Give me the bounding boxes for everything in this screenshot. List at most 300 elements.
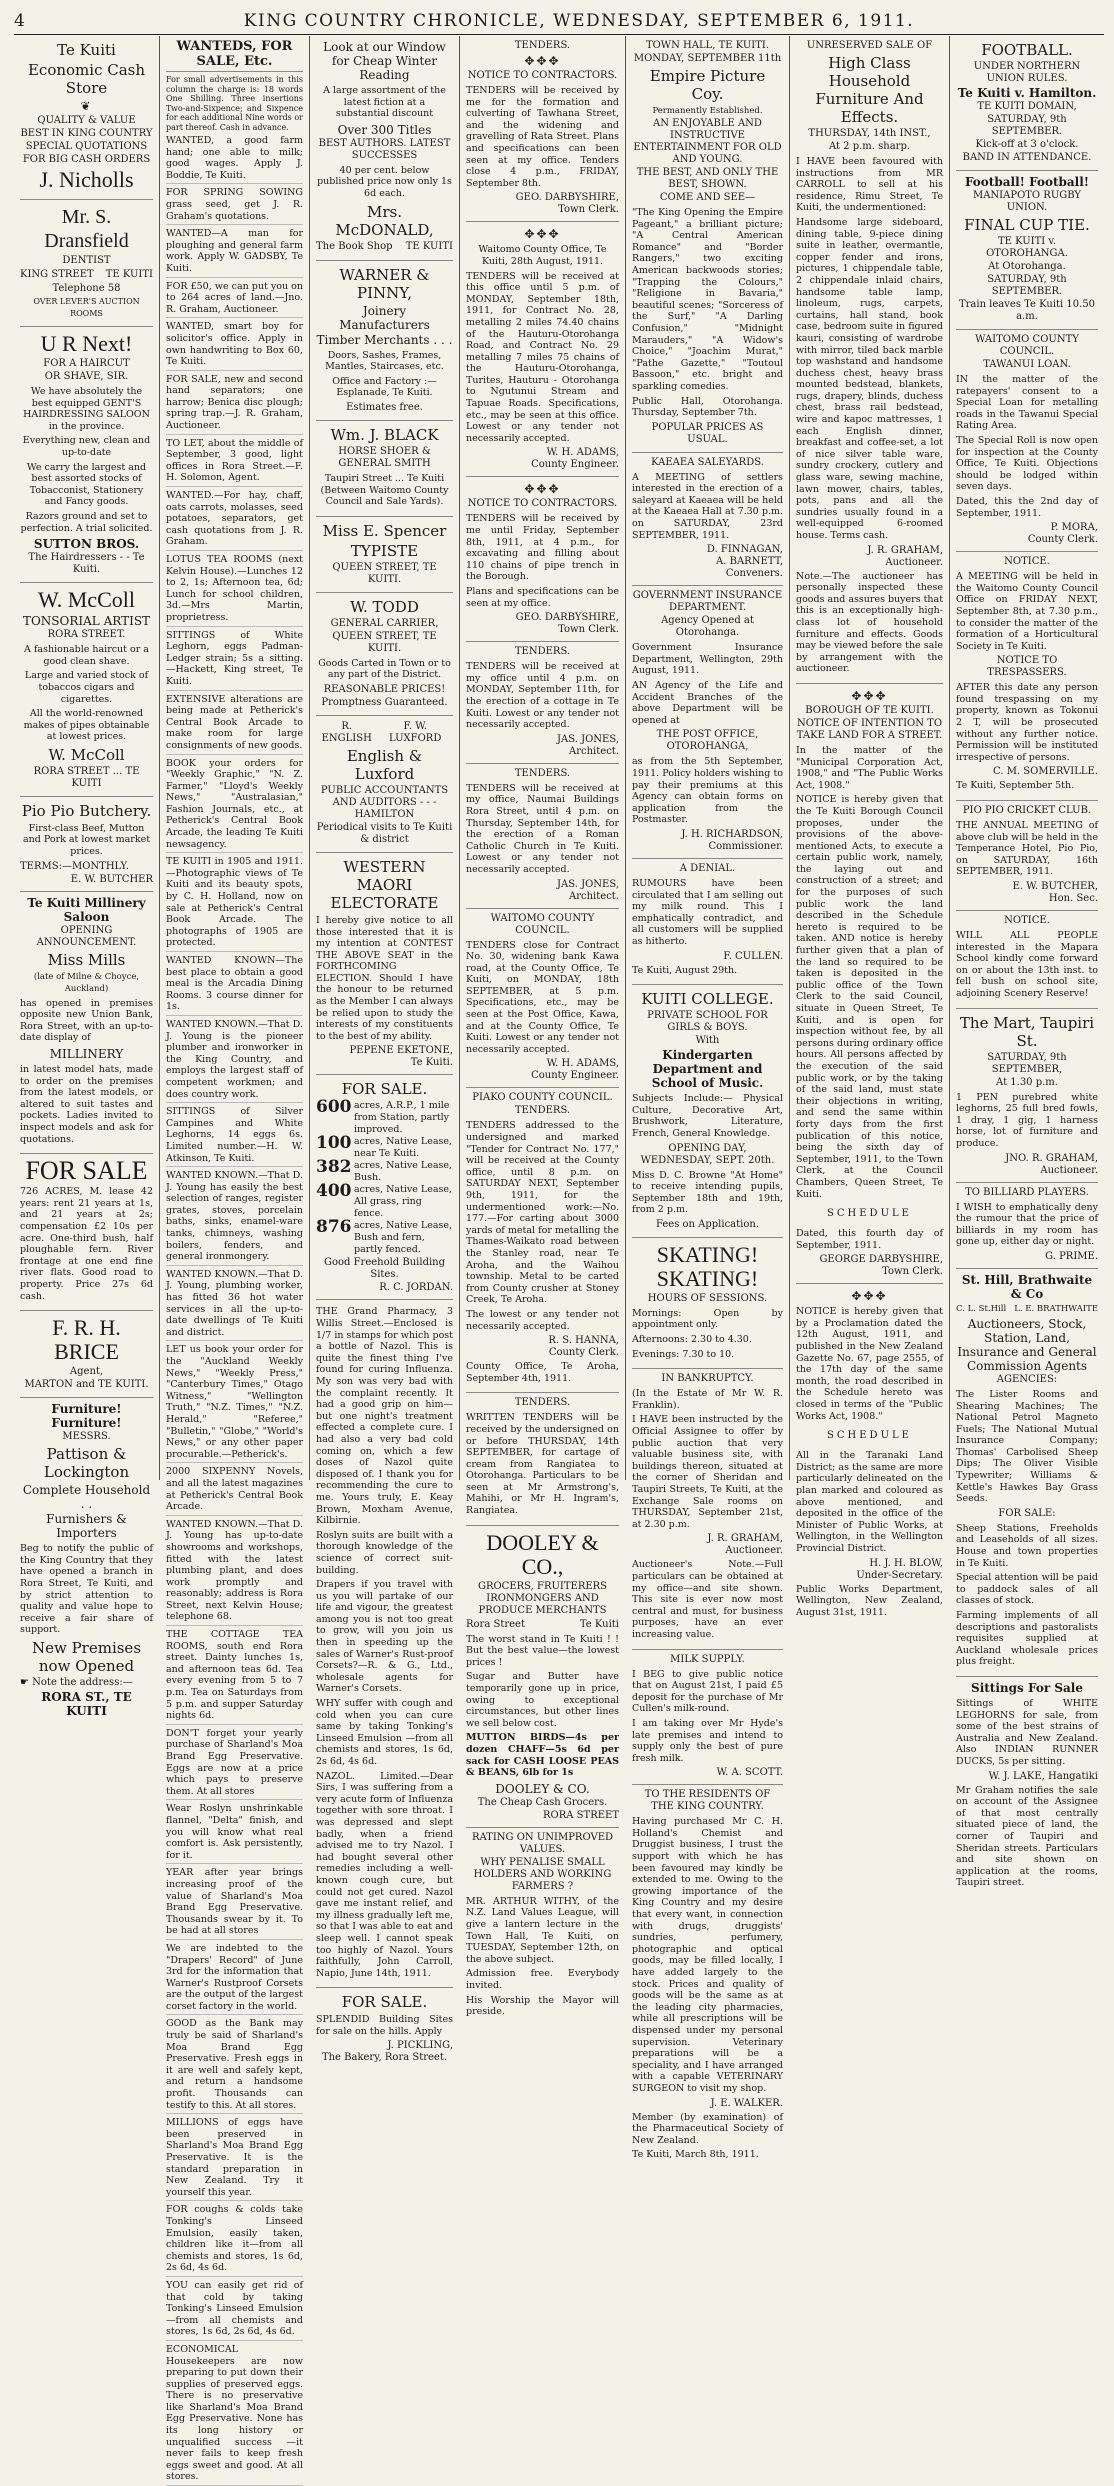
domain: TE KUITI DOMAIN, <box>977 101 1077 112</box>
ornament-icon: ❦ <box>80 99 93 113</box>
skating-title: SKATING! SKATING! <box>656 1241 759 1291</box>
wanted-ad: MILLIONS of eggs have been preserved in Sharland's Moa Brand Egg Preservative. It is the standard preparation in New Zealand. Try it yourself this year. <box>166 2117 303 2201</box>
sugar-text: Sugar and Butter have temporarily gone up in price, owing to exceptional circumstances, but other lines we sell below cost. <box>466 1671 619 1729</box>
millinery-title: Te Kuiti Millinery Saloon <box>27 895 146 924</box>
tender-7b: The lowest or any tender not necessarily accepted. <box>466 1308 619 1332</box>
why-head: WHY PENALISE SMALL HOLDERS AND WORKING FARMERS ? <box>473 1856 612 1892</box>
cheap-grocers: The Cheap Cash Grocers. <box>477 1796 608 1808</box>
sittings-title: Sittings For Sale <box>971 1680 1083 1695</box>
tender-5: TENDERS will be received at my office, Naumai Buildings Rora Street, until 4 p.m. on Thursday, September 14th, for the erection of a Roman Catholic Church in Te Kuiti. Lowest or any tender not necessarily accepted. <box>466 782 619 875</box>
unreserved: UNRESERVED SALE OF <box>806 40 933 51</box>
pickling: J. PICKLING, <box>387 2040 453 2052</box>
column-5 <box>626 36 790 2161</box>
lot-acres: 876 <box>316 1217 352 1238</box>
hours-head: HOURS OF SESSIONS. <box>647 1292 768 1304</box>
window-title: Look at our Window for Cheap Winter Reading <box>323 40 446 82</box>
wanted-ad: GOOD as the Bank may truly be said of Sharland's Moa Brand Egg Preservative. Fresh eggs in it are well and safely kept, and return a handsome profit. Thousands can testify to this. At all stores. <box>166 2018 303 2114</box>
estate-text: (In the Estate of Mr W. R. Franklin). <box>632 1388 783 1411</box>
lot-row <box>316 1181 453 1220</box>
carrier: GENERAL CARRIER, <box>330 617 439 629</box>
withy-text: MR. ARTHUR WITHY, of the N.Z. Land Values League, will give a lantern lecture in the Town Hall, Te Kuiti, on TUESDAY, September 12th, on the above subject. <box>466 1895 619 1965</box>
pepene: PEPENE EKETONE, <box>349 1045 453 1057</box>
fashionable-text: A fashionable haircut or a good clean shave. <box>24 644 149 667</box>
horticultural-text: A MEETING will be held in the Waitomo County Council Office on FRIDAY NEXT, September 8th, at 7.30 p.m., to consider the matter of the formation of a Horticultural Society in Te Kuiti. <box>956 571 1098 652</box>
football-title-2: Football! Football! <box>964 175 1090 189</box>
waitomo-head: WAITOMO COUNTY COUNCIL. <box>490 912 595 936</box>
rora-street-3: RORA STREET <box>543 1809 619 1821</box>
borough-head: BOROUGH OF TE KUITI. <box>805 704 934 716</box>
sutton-bros: SUTTON BROS. <box>33 537 140 552</box>
note-address: Note the address:— <box>32 1676 133 1688</box>
periodical: Periodical visits to Te Kuiti & district <box>316 821 453 845</box>
splendid-text: SPLENDID Building Sites for sale on the hills. Apply <box>316 2014 453 2037</box>
tender-3-sign: GEO. DARBYSHIRE, <box>515 612 619 624</box>
gents-text: We have absolutely the best equipped GENT'S HAIRDRESSING SALOON in the province. <box>23 386 150 432</box>
saturday-3: SATURDAY, 9th SEPTEMBER, <box>987 1051 1067 1075</box>
auctioneer-2: Auctioneer. <box>885 556 943 568</box>
over-titles: Over 300 Titles <box>337 122 432 137</box>
tender-1-role: Town Clerk. <box>558 204 619 216</box>
saturday-2: SATURDAY, 9th SEPTEMBER. <box>987 274 1067 297</box>
wanted-ads-list <box>166 135 303 2486</box>
wanted-ad: We are indebted to the "Drapers' Record" of June 3rd for the information that Warner's Rustproof Corsets are the output of the largest corset factory in the world. <box>166 1943 303 2016</box>
tonsorial: TONSORIAL ARTIST <box>22 614 151 629</box>
pepene-place: Te Kuiti. <box>410 1057 453 1069</box>
wanted-ad: WANTED, smart boy for solicitor's office. Apply in own handwriting to Box 60, Te Kuiti. <box>166 321 303 370</box>
tender-1-sign: GEO. DARBYSHIRE, <box>515 192 619 204</box>
march-date: Te Kuiti, March 8th, 1911. <box>632 2149 759 2161</box>
sites: Good Freehold Building Sites. <box>323 1257 446 1281</box>
hyde-text: I am taking over Mr Hyde's late premises and intend to supply only the best of pure fresh milk. <box>632 1717 783 1764</box>
masthead <box>14 8 1104 35</box>
maori-notice: I hereby give notice to all those interested that it is my intention at CONTEST THE ABOVE SEAT in the FORTHCOMING ELECTION. Should I have the honour to be returned as the Member I can always be relied upon to study the interests of my constituents to the best of my ability. <box>316 914 453 1042</box>
reasonable: REASONABLE PRICES! <box>323 683 446 695</box>
nazol-text: NAZOL. Limited.—Dear Sirs, I was suffering from a very acute form of Influenza together with sore throat. I was depressed and slept badly, when a friend advised me to try Nazol. I had bought several other remedies including a well-known cough cure, but could not get cured. Nazol gave me instant relief, and my illness gradually left me, so that I was able to eat and sleep well. I cannot speak too highly of Nazol. Yours faithfully, John Carroll, Napio, June 14th, 1911. <box>316 1770 453 1979</box>
slogan-2: BEST IN KING COUNTRY <box>20 128 153 139</box>
holland-text: Having purchased Mr C. H. Holland's Chemist and Druggist business, I trust the support with which he has been favoured may kindly be extended to me. Owing to the growing importance of the King Country and my desire that every want, in connection with drugs, druggists' sundries, perfumery, photographic and optical goods, may be filled locally, I have added largely to the stock. Prices and quality of goods will be the same as at the leading city pharmacies, while all prescriptions will be dispensed under my personal supervision. Veterinary preparations will be a speciality, and I have arranged with a capable VETERINARY SURGEON to visit my shop. <box>632 1816 783 2094</box>
furniture-title: Furniture! Furniture! <box>51 1402 122 1431</box>
denial-head: A DENIAL. <box>679 862 736 874</box>
tender-7-role: County Clerk. <box>548 1347 619 1359</box>
wanted-ad: FOR £50, we can put you on to 264 acres of land.—Jno. R. Graham, Auctioneer. <box>166 281 303 319</box>
lot-acres: 100 <box>316 1133 352 1154</box>
mayor-text: His Worship the Mayor will preside. <box>466 1994 619 2018</box>
address: RORA ST., TE KUITI <box>41 1689 132 1718</box>
note-address-row <box>20 1677 153 1689</box>
queen-street: QUEEN STREET, TE KUITI. <box>332 561 437 585</box>
marton: MARTON and TE KUITI. <box>24 1379 149 1391</box>
tawanui: TAWANUI LOAN. <box>983 359 1071 370</box>
wanted-ad: LOTUS TEA ROOMS (next Kelvin House).—Lunches 12 to 2, 1s; Afternoon tea, 6d; Lunch for school children, 3d.—Mrs Martin, proprietress. <box>166 554 303 627</box>
terms: TERMS:—MONTHLY. <box>20 860 130 872</box>
subjects-text: Subjects Include:— Physical Culture, Decorative Art, Brushwork, Literature, French, General Knowledge. <box>632 1093 783 1139</box>
tenders-head-3: TENDERS. <box>514 767 571 779</box>
wanted-ad: YEAR after year brings increasing proof of the value of Sharland's Moa Brand Egg Preservative. Thousands swear by it. To be had at all stores <box>166 1867 303 1940</box>
lots-list <box>316 1097 453 1256</box>
maori-title: WESTERN MAORI ELECTORATE <box>330 857 439 912</box>
agencies-head: AGENCIES: <box>996 1373 1058 1385</box>
column-6 <box>790 36 950 1618</box>
monday: MONDAY, SEPTEMBER 11th <box>633 53 782 64</box>
bankruptcy-head: IN BANKRUPTCY. <box>661 1373 754 1385</box>
wanted-ad: YOU can easily get rid of that cold by taking Tonking's Linseed Emulsion—from all chemists and stores, 1s 6d, 2s 6d, 4s 6d. <box>166 2280 303 2341</box>
pointing-hand-icon: ☛ <box>20 1676 33 1688</box>
tenders-head-1: TENDERS. <box>514 40 571 51</box>
nicholls-title: J. Nicholls <box>39 167 134 192</box>
tender-2-sign: W. H. ADAMS, <box>546 447 619 459</box>
agency-text: AN Agency of the Life and Accident Branches of the above Department will be opened at <box>632 680 783 726</box>
graham: J. R. GRAHAM, <box>707 1533 783 1545</box>
admission-text: Admission free. Everybody invited. <box>466 1968 619 1991</box>
best-shown: THE BEST, AND ONLY THE BEST, SHOWN. <box>636 167 779 190</box>
somerville-date: Te Kuiti, September 5th. <box>956 780 1075 792</box>
queen-street-2: QUEEN STREET, TE KUITI. <box>332 630 437 654</box>
conveners: Conveners. <box>725 568 783 580</box>
quotations-1: SPECIAL QUOTATIONS <box>25 141 148 152</box>
wanted-ad: WANTED KNOWN.—That D. J. Young has easily the best selection of ranges, register grates, stoves, porcelain baths, sinks, enamel-ware tanks, chimneys, washing boilers, fenders, and general ironmongery. <box>166 1170 303 1266</box>
tender-4-sign: JAS. JONES, <box>556 733 619 745</box>
tender-2-head: Waitomo County Office, Te Kuiti, 28th August, 1911. <box>478 244 607 267</box>
tender-6: TENDERS close for Contract No. 30, widening bank Kawa road, at the County Office, Te Kuiti, on MONDAY, 18th SEPTEMBER, at 5 p.m. Specifications, etc., may be seen at the Post Office, Kawa, and at the County Office, Te Kuiti. Lowest or any tender not necessarily accepted. <box>466 939 619 1055</box>
gov-date: Government Insurance Department, Wellington, 29th August, 1911. <box>632 642 783 677</box>
roslyn-text: Roslyn suits are built with a thorough knowledge of the science of correct suit-building. <box>316 1529 453 1576</box>
auct-note: Auctioneer's Note.—Full particulars can be obtained at my office—and site shown. This site is ever now most central and must, for business purposes, have an ever increasing value. <box>632 1559 783 1640</box>
scott: W. A. SCOTT. <box>716 1767 783 1779</box>
wanted-ad: SITTINGS of Silver Campines and White Leghorns, 14 eggs 6s. Limited number.—H. W. Atkinson, Te Kuiti. <box>166 1106 303 1167</box>
programme-text: "The King Opening the Empire Pageant," a brilliant picture; "A Central American Romance" and "Border Rangers," two exciting American backwoods stories; "Trapping the Colours," "Religione in Bavaria," beautiful scenes; "Sorceress of the Surf," "A Darling Confusion," "Midnight Marauders," "A Widow's Choice," "Joachim Murat," "Pathe Gazette," "Toutoul Bassoon," etc. bright and sparkling comedies. <box>632 207 783 392</box>
pen-text: 1 PEN purebred white leghorns, 25 full bred fowls, 1 dray, 1 gig, 1 harness horse, lot of furniture and produce. <box>956 1091 1098 1149</box>
ornament-icon: ✥✥✥ <box>851 1289 888 1304</box>
horse-shoer: HORSE SHOER & GENERAL SMITH <box>338 445 431 469</box>
post-office: THE POST OFFICE, OTOROHANGA, <box>656 729 759 753</box>
goods-text: Goods Carted in Town or to any part of the District. <box>318 657 451 681</box>
column-1 <box>14 36 160 1718</box>
morning-hours: Mornings: Open by appointment only. <box>632 1307 783 1331</box>
authors: BEST AUTHORS. LATEST SUCCESSES <box>318 137 451 161</box>
lot-description: acres, Native Lease, near Te Kuiti. <box>354 1136 453 1160</box>
wanted-ad: LET us book your order for the "Auckland Weekly News," "Weekly Press," "Canterbury Times," Otago Witness," "Wellington Truth," "N.Z. Times," "N.Z. Herald," "Referee," "Bulletin," "Globe," "World's News," or any other paper procurable.—Petherick's. <box>166 1344 303 1463</box>
town-clerk: Town Clerk. <box>882 1266 943 1278</box>
wanted-ad: EXTENSIVE alterations are being made at Petherick's Central Book Arcade to make room for large consignments of new goods. <box>166 694 303 755</box>
agency: Agency Opened at Otorohanga. <box>661 615 754 639</box>
column-3 <box>310 36 460 2064</box>
thursday: THURSDAY, 14th INST., <box>808 128 931 139</box>
ornament-icon: ✥✥✥ <box>524 227 561 242</box>
tender-6-role: County Engineer. <box>531 1070 619 1082</box>
commissioner: Commissioner. <box>708 840 783 852</box>
wanted-ad: DON'T forget your yearly purchase of Sharland's Moa Brand Egg Preservative. Eggs are now at a price which pays to preserve them. At all stores <box>166 1728 303 1801</box>
warner-title: WARNER & PINNY, <box>339 265 430 302</box>
mills-text-2: in latest model hats, made to order on the premises from the latest models, or altered to suit tastes and pockets. Ladies invited to inspect models and ask for quotations. <box>20 1064 153 1145</box>
walker: J. E. WALKER. <box>710 2097 783 2109</box>
cash-store-title-2: Economic Cash Store <box>27 61 146 97</box>
wanted-ad: WANTED.—For hay, chaff, oats carrots, molasses, seed potatoes, separators, get cash quotations from J. R. Graham. <box>166 490 303 551</box>
kickoff: Kick-off at 3 o'clock. <box>975 139 1079 150</box>
rating-head: RATING ON UNIMPROVED VALUES. <box>471 1831 614 1855</box>
accountants: PUBLIC ACCOUNTANTS AND AUDITORS - - - HAMILTON <box>320 784 449 820</box>
richardson: J. H. RICHARDSON, <box>681 828 783 840</box>
telephone: Telephone 58 <box>52 283 121 294</box>
partner-brathwaite: L. E. BRATHWAITE <box>1014 1303 1098 1314</box>
kaeaea-head: KAEAEA SALEYARDS. <box>651 456 764 468</box>
beg-text: Beg to notify the public of the King Country that they have opened a branch in Rora Street, Te Kuiti, and by strict attention to quality and value hope to receive a fair share of support. <box>20 1543 153 1636</box>
tender-2: TENDERS will be received at this office until 5 p.m. of MONDAY, September 18th, 1911, for Contract No. 28, metalling 2 miles 74.40 chains of the Hauturu-Otorohanga Road, and Contract No. 29 metalling 7 miles 75 chains of the Hauturu-Otorohanga, Turites, Hauturu - Otorohanga to Ngutunui Stream and Tapuae Roads. Specifications, etc., may be seen at this office. Lowest or any tender not necessarily accepted. <box>466 270 619 444</box>
somerville: C. M. SOMERVILLE. <box>993 766 1098 778</box>
drapers-text: Drapers if you travel with us you will partake of our life and vigour, the greatest among you is not too great to grow, will you join us then in speeding up the sales of Warner's Rust-proof Corsets?—R. & G., Ltd., wholesale agents for Warner's Corsets. <box>316 1579 453 1695</box>
college-title: KUITI COLLEGE. <box>641 990 774 1009</box>
office-text: Office and Factory :—Esplanade, Te Kuiti. <box>332 375 437 399</box>
popular-prices: POPULAR PRICES AS USUAL. <box>651 421 764 445</box>
items-text: Handsome large sideboard, dining table, 9-piece dining suite in leather, overmantle, copper fender and irons, pictures, 1 chippendale table, 2 chippendale inlaid chairs, handsome table lamp, linoleum, rugs, carpets, curtains, hall stand, book case, bedroom suite in figured kauri, consisting of wardrobe with mirror, tiled back marble top washstand and handsome duchess chest, heavy brass mounted bedstead, blankets, rugs, drapery, blinds, duchess chest, brass rail bedstead, wire and kapoc mattresses, 1 each English dinner, breakfast and coffee-set, a lot of nice silver table ware, sundry crockery, cutlery and glass ware, sewing machine, lawn mower, chairs, tables, pots, pans and all the sundries usually found in a well-equipped 6-roomed house. Terms cash. <box>796 216 943 541</box>
high-class-title: High Class Household Furniture And Effects. <box>815 54 924 126</box>
dooley-town: Te Kuiti <box>579 1618 619 1630</box>
small-ads-terms: For small advertisements in this column the charge is: 18 words One Shilling. Three insertions Two-and-Sixpence; and Sixpence for each additional Nine words or part thereof. Cash in advance. <box>166 75 303 132</box>
rora-street-2: RORA STREET ... TE KUITI <box>33 765 140 789</box>
townhall: TOWN HALL, TE KUITI. <box>645 40 770 51</box>
lot-description: acres, Native Lease, Bush and fern, partly fenced. <box>354 1220 453 1256</box>
column-2 <box>160 36 310 2483</box>
mccoll-title: W. McColl <box>38 587 135 613</box>
millinery-word: MILLINERY <box>49 1047 124 1062</box>
mccoll-title-2: W. McColl <box>48 745 125 764</box>
lever-rooms: OVER LEVER'S AUCTION ROOMS <box>33 297 140 318</box>
lot-row <box>316 1097 453 1136</box>
darbyshire: GEORGE DARBYSHIRE, <box>819 1254 943 1266</box>
train: Train leaves Te Kuiti 10.50 a.m. <box>958 299 1096 322</box>
schedule-label-2: SCHEDULE <box>827 1430 912 1442</box>
cullen-date: Te Kuiti, August 29th. <box>632 964 738 976</box>
piopio-text: First-class Beef, Mutton and Pork at lowest market prices. <box>22 822 151 858</box>
quotations-2: FOR BIG CASH ORDERS <box>22 154 151 165</box>
ornament-icon: ✥✥✥ <box>524 482 561 497</box>
wanted-ad: FOR SPRING SOWING grass seed, get J. R. Graham's quotations. <box>166 187 303 225</box>
jordan: R. C. JORDAN. <box>379 1282 453 1294</box>
piako-head: PIAKO COUNTY COUNCIL. <box>472 1092 613 1104</box>
public-hall-text: Public Hall, Otorohanga. Thursday, September 7th. <box>632 395 783 419</box>
new-premises: New Premises now Opened <box>31 1638 142 1675</box>
notice-head-2: NOTICE. <box>1004 915 1050 926</box>
wanted-ad: WANTED KNOWN.—That D. J. Young has up-to-date showrooms and workshops, fitted with the latest plumbing plant, and does work promptly and reasonably; address is Rora Street, next Kelvin House; telephone 68. <box>166 1519 303 1626</box>
at-otorohanga: At Otorohanga. <box>988 261 1066 272</box>
auct-note-2: Note.—The auctioneer has personally inspected these goods and assures buyers that this is an exceptionally high-class lot of household furniture and effects. Goods may be viewed before the sale by arrangement with the auctioneer. <box>796 570 944 675</box>
borough-notice: NOTICE is hereby given that the Te Kuiti Borough Council proposes, under the provisions of the above-mentioned Acts, to execute a certain public work, namely, the laying out and construction of a street; and for the purposes of such public work the land described in the Schedule hereto is required to be taken. AND notice is hereby further given that a plan of the land so required to be taken is deposited in the public office of the Town Clerk to the said Council, situate in Queen Street, Te Kuiti, and is open for inspection without fee, by all persons during ordinary office hours. All persons affected by the execution of the said public work, or by the taking of the said land, must state their objections in writing, and send the same within forty days from the first publication of this notice, being the sixth day of September, 1911, to the Town Clerk, at the Council Chambers, Queen Street, Te Kuiti. <box>796 794 943 1200</box>
people-text: WILL ALL PEOPLE interested in the Mapara School kindly come forward on or about the 13th inst. to fell bush on school site, adjoining Scenery Reserve! <box>956 930 1098 999</box>
everything-text: Everything new, clean and up-to-date <box>22 435 151 458</box>
tender-2-role: County Engineer. <box>531 459 619 471</box>
agent: Agent, <box>69 1366 104 1378</box>
permanently: Permanently Established. <box>652 106 763 116</box>
lot-description: acres, A.R.P., 1 mile from Station, partly improved. <box>354 1100 450 1136</box>
prime: G. PRIME. <box>1045 1250 1098 1262</box>
partner-sthill: C. L. St.Hill <box>956 1303 1007 1314</box>
dentist: DENTIST <box>62 255 111 266</box>
versus: TE KUITI v. OTOROHANGA. <box>986 236 1068 259</box>
wanted-ad: ECONOMICAL Housekeepers are now preparing to put down their supplies of preserved eggs. There is no preservative like Sharland's Moa Brand Egg Preservative. None has its long history or unqualified success —it never fails to keep fresh eggs sweet and good. At all stores. <box>166 2344 303 2486</box>
butcher-2: E. W. BUTCHER, <box>1012 881 1098 892</box>
agency-text-2: as from the 5th September, 1911. Policy holders wishing to pay their premiums at this Agency can obtain forms on application from the Postmaster. <box>632 756 783 826</box>
fees: Fees on Application. <box>655 1218 760 1230</box>
column-7 <box>950 36 1104 1889</box>
agencies-text: The Lister Rooms and Shearing Machines; The National Petrol Magneto Fuels; The National Mutual Insurance Company; Thomas' Carbolised Sheep Dips; The Oliver Visible Typewriter; Williams & Kettle's Hawkes Bay Grass Seeds. <box>956 1388 1098 1505</box>
slogan-1: QUALITY & VALUE <box>37 115 136 126</box>
auctioneer: Auctioneer. <box>725 1545 783 1557</box>
tenders-head-2: TENDERS. <box>514 646 571 658</box>
page-number: 4 <box>14 11 25 31</box>
messrs: MESSRS. <box>62 1431 111 1443</box>
worst-text: The worst stand in Te Kuiti ! ! But the best value—the lowest prices ! <box>466 1633 619 1668</box>
dransfield-title: Mr. S. Dransfield <box>44 206 129 252</box>
wanted-ad: FOR coughs & colds take Tonking's Linseed Emulsion, easily taken, children like it—from all chemists and stores, 1s 6d, 2s 6d, 4s 6d. <box>166 2204 303 2277</box>
trespass-text: AFTER this date any person found trespassing on my property, known as Tokonui 2 T, will be prosecuted without any further notice. Permission will be instituted irrespective of persons. <box>956 682 1098 763</box>
kaeaea-text: A MEETING of settlers interested in the erection of a saleyard at Kaeaea will be held at the Kaeaea Hall at 7.30 p.m. on SATURDAY, 23rd SEPTEMBER, 1911. <box>632 471 783 541</box>
pwd-text: Public Works Department, Wellington, New Zealand, August 31st, 1911. <box>796 1583 943 1618</box>
barnett: A. BARNETT, <box>716 556 783 568</box>
wanteds-header: WANTEDS, FOR SALE, Etc. <box>166 39 303 72</box>
come-and-see: COME AND SEE— <box>659 192 756 203</box>
graham-3: JNO. R. GRAHAM, <box>1005 1152 1098 1164</box>
auction-text: I HAVE been instructed by the Official Assignee to offer by public auction that very valuable business site, with buildings thereon, situated at the corner of Sheridan and Taupiri Streets, Te Kuiti, at the Exchange Sale rooms on THURSDAY, September 21st, at 2.30 p.m. <box>632 1414 783 1530</box>
union-rules: UNDER NORTHERN UNION RULES. <box>973 61 1081 84</box>
wanted-ad: THE COTTAGE TEA ROOMS, south end Rora street. Dainty lunches 1s, and afternoon teas 6d. Tea every evening from 5 to 7 p.m. Tea on Saturdays from 5 p.m. and supper Saturday nights 6d. <box>166 1629 303 1725</box>
tender-8: WRITTEN TENDERS will be received by the undersigned on or before THURSDAY, 14th SEPTEMBER, for cartage of cream from Rangiatea to Otorohanga. Particulars to be seen at Mr Armstrong's, Mahihi, or Mr H. Ingram's, Rangiatea. <box>466 1412 619 1517</box>
cough-text: WHY suffer with cough and cold when you can cure same by taking Tonking's Linseed Emulsion —from all chemists and stores, 1s 6d, 2s 6d, 4s 6d. <box>316 1698 453 1767</box>
football-title: FOOTBALL. <box>981 41 1073 59</box>
band: BAND IN ATTENDANCE. <box>962 152 1092 163</box>
wanted-ad: Wear Roslyn unshrinkable flannel, "Delta" finish, and you will know what real comfort is. Ask persistently, for it. <box>166 1803 303 1864</box>
private-school: PRIVATE SCHOOL FOR GIRLS & BOYS. <box>647 1010 768 1034</box>
wanted-ad: SITTINGS of White Leghorn, eggs Padman-Ledger strain; 5s a sitting.—Hackett, King street, Te Kuiti. <box>166 630 303 691</box>
taranaki-text: All in the Taranaki Land District; as the same are more particularly delineated on the plan marked and coloured as above mentioned, and deposited in the office of the Minister of Public Works, at Wellington, in the Wellington Provincial District. <box>796 1450 943 1554</box>
tender-4-role: Architect. <box>569 745 619 757</box>
sthill-title: St. Hill, Brathwaite & Co <box>961 1272 1093 1301</box>
timber: Timber Merchants . . . <box>316 332 453 347</box>
ratepayers-text: IN the matter of the ratepayers' consent to a Special Loan for metalling roads in the Tawanui Special Rating Area. <box>956 374 1098 432</box>
waitomo-head-2: WAITOMO COUNTY COUNCIL. <box>975 334 1079 357</box>
tenders-head-5: TENDERS. <box>514 1397 571 1409</box>
lot-acres: 382 <box>316 1157 352 1178</box>
cricket-head: PIO PIO CRICKET CLUB. <box>962 805 1092 817</box>
saturday: SATURDAY, 9th SEPTEMBER. <box>987 114 1067 137</box>
bookshop-town: TE KUITI <box>405 240 453 252</box>
butcher: E. W. BUTCHER <box>70 873 153 885</box>
wanted-ad: WANTED—A man for ploughing and general farm work. Apply W. GADSBY, Te Kuiti. <box>166 228 303 277</box>
unext-title: U R Next! <box>40 331 133 356</box>
bakery: The Bakery, Rora Street. <box>321 2052 448 2064</box>
auctioneers-heading: Auctioneers, Stock, Station, Land, Insurance and General Commission Agents <box>957 1316 1097 1373</box>
doors-text: Doors, Sashes, Frames, Mantles, Staircases, etc. <box>325 349 444 373</box>
tender-1: TENDERS will be received by me for the formation and culverting of Tawhana Street, and the widening and gravelling of Rata Street. Plans and specifications can been seen at my office. Tenders close 4 p.m., FRIDAY, September 8th. <box>466 85 619 189</box>
tender-3b: Plans and specifications can be seen at my office. <box>466 586 619 609</box>
with-word: With <box>695 1035 720 1047</box>
promptness: Promptness Guaranteed. <box>321 696 448 708</box>
piopio-title: Pio Pio Butchery. <box>21 801 152 820</box>
tender-5-role: Architect. <box>569 890 619 902</box>
farming-text: Farming implements of all descriptions and pastoralists requisites supplied at Auckland wholesale prices plus freight. <box>956 1610 1098 1668</box>
billiard-head: TO BILLIARD PLAYERS. <box>965 1186 1089 1198</box>
mcdonald-title: Mrs. McDONALD, <box>335 202 434 239</box>
milk-text: I BEG to give public notice that on August 21st, I paid £5 deposit for the purchase of Mr Cullen's milk-round. <box>632 1668 783 1715</box>
evening-hours: Evenings: 7.30 to 10. <box>632 1348 735 1360</box>
match-title: Te Kuiti v. Hamilton. <box>957 86 1097 100</box>
at-2pm: At 2 p.m. sharp. <box>828 141 911 152</box>
lot-description: acres, Native Lease, Bush. <box>354 1160 453 1184</box>
for-sale-title-2: FOR SALE. <box>341 1080 428 1099</box>
tobacco-text: Large and varied stock of tobaccos cigars and cigarettes. <box>24 670 149 705</box>
cullen: F. CULLEN. <box>723 950 783 962</box>
sale-text: Mr Graham notifies the sale on account of the Assignee of that most centrally situated piece of land, the corner of Taupiri and Sheridan streets. Particulars and site shown on application at the rooms, Taupiri street. <box>956 1784 1098 1889</box>
graham-2: J. R. GRAHAM, <box>867 544 943 556</box>
tender-7-date: County Office, Te Aroha, September 4th, 1911. <box>466 1361 619 1384</box>
tender-3: TENDERS will be received by me until Friday, September 8th, 1911, at 4 p.m., for excavating and filling about 110 chains of pipe trench in the Borough. <box>466 513 619 583</box>
assortment-text: A large assortment of the latest fiction at a substantial discount <box>323 85 446 120</box>
browne-text: Miss D. C. Browne "At Home" to receive intending pupils, September 18th and 19th, from 2 p.m. <box>632 1169 783 1216</box>
mutton-text: MUTTON BIRDS—4s per dozen CHAFF—5s 6d per sack for CASH LOOSE PEAS & BEANS, 6lb for 1s <box>466 1732 619 1779</box>
brice-title: F. R. H. BRICE <box>52 1315 121 1365</box>
government-head: GOVERNMENT INSURANCE DEPARTMENT. <box>632 590 783 614</box>
matter-text: In the matter of the "Municipal Corporation Act, 1908," and "The Public Works Act, 1908." <box>796 744 943 791</box>
trespassers-head: NOTICE TO TRESPASSERS. <box>987 655 1067 679</box>
for-sale-title: FOR SALE <box>25 1156 148 1186</box>
rora-street: RORA STREET. <box>47 629 126 641</box>
stock-text: We carry the largest and best assorted stocks of Tobacconist, Stationery and Fancy goods. <box>26 461 147 508</box>
enjoyable: AN ENJOYABLE AND INSTRUCTIVE ENTERTAINMENT FOR OLD AND YOUNG. <box>633 118 782 165</box>
county-clerk: County Clerk. <box>1027 534 1098 546</box>
milk-head: MILK SUPPLY. <box>670 1653 745 1665</box>
proclamation-text: NOTICE is hereby given that by a Proclamation dated the 12th August, 1911, and published in the New Zealand Gazette No. 67, page 2555, of the 17th day of the same month, the road described in the Schedule hereto was closed in terms of the "Public Works Act, 1908." <box>796 1306 943 1422</box>
opening-day: OPENING DAY, WEDNESDAY, SEPT. 20th. <box>640 1142 775 1166</box>
joinery: Joinery Manufacturers <box>339 303 430 332</box>
newspaper-title: KING COUNTRY CHRONICLE, WEDNESDAY, SEPTEMBER 6, 1911. <box>243 11 915 31</box>
discount-text: 40 per cent. below published price now only 1s 6d each. <box>317 164 452 199</box>
cash-store-title-1: Te Kuiti <box>57 41 116 59</box>
grocers: GROCERS, FRUITERERS IRONMONGERS AND PRODUCE MERCHANTS <box>477 1580 608 1616</box>
lot-acres: 600 <box>316 1097 352 1118</box>
finnagan: D. FINNAGAN, <box>706 544 783 556</box>
schedule-label: SCHEDULE <box>827 1208 912 1220</box>
opening-announcement: OPENING ANNOUNCEMENT. <box>36 924 137 948</box>
tender-5-sign: JAS. JONES, <box>556 878 619 890</box>
estimates: Estimates free. <box>346 401 423 413</box>
member-text: Member (by examination) of the Pharmaceutical Society of New Zealand. <box>632 2111 783 2146</box>
black-title: Wm. J. BLACK <box>330 425 439 444</box>
razors-text: Razors ground and set to perfection. A trial solicited. <box>20 510 153 534</box>
notice-head: NOTICE. <box>1004 556 1050 568</box>
rumours-text: RUMOURS have been circulated that I am selling out my milk round. This I emphatically contradict, and all customers will be supplied as hitherto. <box>632 877 783 947</box>
sittings-text: Sittings of WHITE LEGHORNS for sale, from some of the best strains of Australia and New Zealand. Also INDIAN RUNNER DUCKS, 5s per sitting. <box>956 1697 1098 1767</box>
miss-mills: Miss Mills <box>47 950 126 969</box>
taupiri-text: Taupiri Street ... Te Kuiti (Between Waitomo County Council and Sale Yards). <box>320 472 449 508</box>
wanted-ad: 2000 SIXPENNY Novels, and all the latest magazines at Petherick's Central Book Arcade. <box>166 1466 303 1515</box>
wanted-ad: WANTED KNOWN—The best place to obtain a good meal is the Arcadia Dining Rooms. 3 course dinner for 1s. <box>166 955 303 1016</box>
tender-6-sign: W. H. ADAMS, <box>546 1058 619 1070</box>
wanted-ad: TO LET, about the middle of September, 3 good, light offices in Rora Street.—F. H. Solomon, Agent. <box>166 438 303 487</box>
bookshop: The Book Shop <box>316 240 393 252</box>
lot-acres: 400 <box>316 1181 352 1202</box>
tender-4: TENDERS will be received at my office until 4 p.m. on MONDAY, September 11th, for the erection of a cottage in Te Kuiti. Lowest or any tender not necessarily accepted. <box>466 661 619 731</box>
dated-text-2: Dated, this the 2nd day of September, 1911. <box>956 495 1098 519</box>
hon-sec: Hon. Sec. <box>1048 893 1098 904</box>
king-street: KING STREET <box>20 269 94 280</box>
haircut-2: OR SHAVE, SIR. <box>44 371 129 382</box>
mills-text: has opened in premises opposite new Union Bank, Rora Street, with an up-to-date display of <box>20 997 153 1044</box>
special-text: Special attention will be paid to paddock sales of all classes of stock. <box>956 1572 1098 1607</box>
pattison-title: Pattison & Lockington <box>43 1445 130 1482</box>
annual-text: THE ANNUAL MEETING of above club will be held in the Temperance Hotel, Pio Pio, on SATURDAY, 16th SEPTEMBER, 1911. <box>956 820 1098 878</box>
blow: H. J. H. BLOW, <box>869 1557 943 1569</box>
haircut-1: FOR A HAIRCUT <box>43 358 130 369</box>
tender-3-role: Town Clerk. <box>558 624 619 636</box>
intention-head: NOTICE OF INTENTION TO TAKE LAND FOR A STREET. <box>796 717 943 741</box>
